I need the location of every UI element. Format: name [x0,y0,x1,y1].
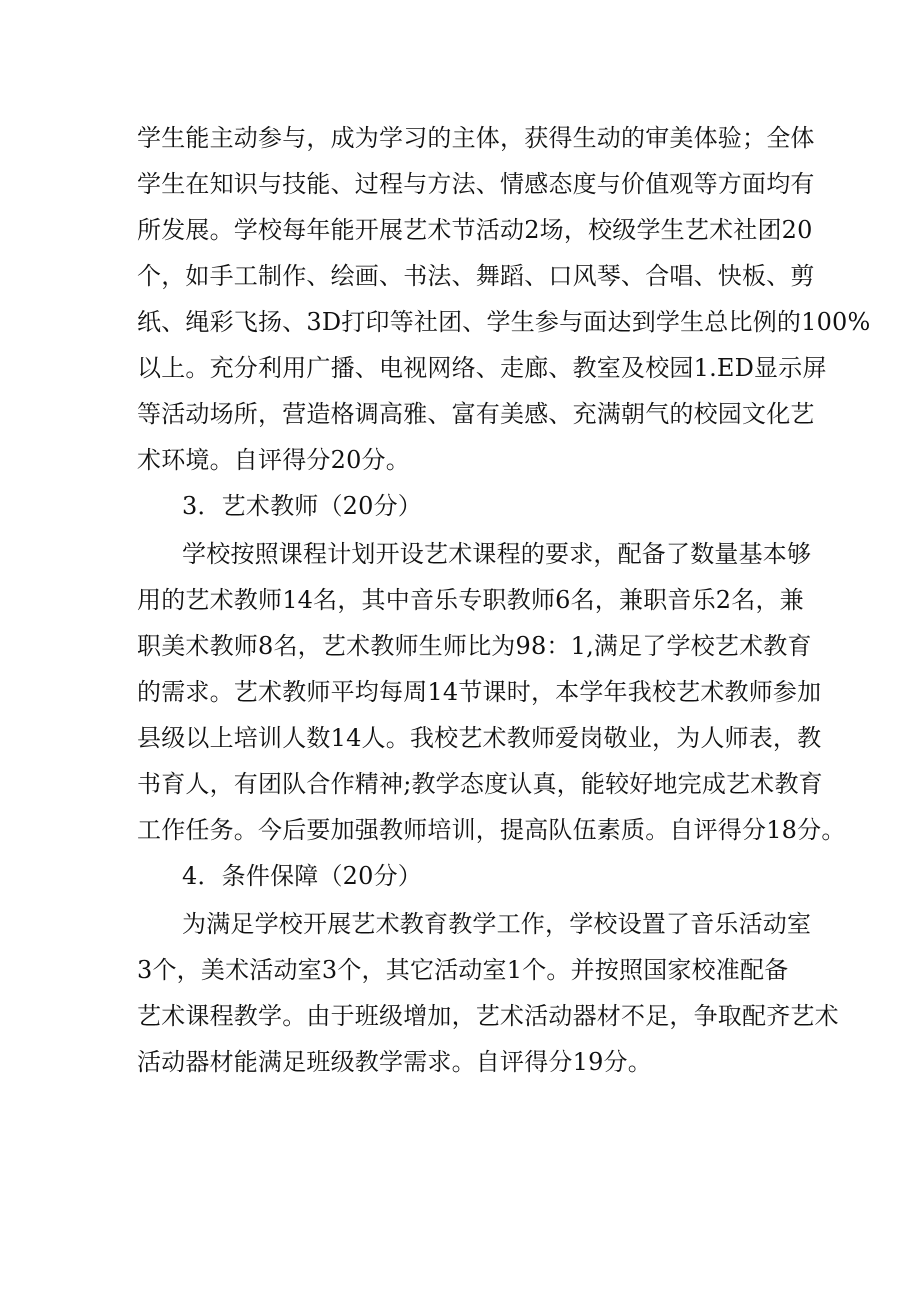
paragraph-line: 的需求。艺术教师平均每周14节课时，本学年我校艺术教师参加 [137,678,822,706]
paragraph-line: 所发展。学校每年能开展艺术节活动2场，校级学生艺术社团20 [137,216,813,244]
paragraph-line: 学生能主动参与，成为学习的主体，获得生动的审美体验；全体 [137,124,815,152]
paragraph-line: 3个，美术活动室3个，其它活动室1个。并按照国家校准配备 [137,956,789,984]
paragraph-line: 术环境。自评得分20分。 [137,446,410,474]
section-heading-art-teachers: 3．艺术教师（20分） [182,492,423,520]
paragraph-line: 书育人，有团队合作精神;教学态度认真，能较好地完成艺术教育 [137,770,823,798]
paragraph-line: 以上。充分利用广播、电视网络、走廊、教室及校园1.ED显示屏 [137,354,827,382]
section-heading-conditions: 4．条件保障（20分） [182,862,423,890]
paragraph-line: 职美术教师8名，艺术教师生师比为98：1,满足了学校艺术教育 [137,632,812,660]
paragraph-line: 艺术课程教学。由于班级增加，艺术活动器材不足，争取配齐艺术 [137,1002,839,1030]
paragraph-line: 工作任务。今后要加强教师培训，提高队伍素质。自评得分18分。 [137,816,846,844]
paragraph-line: 用的艺术教师14名，其中音乐专职教师6名，兼职音乐2名，兼 [137,586,804,614]
paragraph-line: 纸、绳彩飞扬、3D打印等社团、学生参与面达到学生总比例的100% [137,308,871,336]
paragraph-line: 为满足学校开展艺术教育教学工作，学校设置了音乐活动室 [182,910,812,938]
paragraph-line: 个，如手工制作、绘画、书法、舞蹈、口风琴、合唱、快板、剪 [137,262,815,290]
paragraph-line: 活动器材能满足班级教学需求。自评得分19分。 [137,1048,652,1076]
paragraph-line: 学生在知识与技能、过程与方法、情感态度与价值观等方面均有 [137,170,815,198]
paragraph-line: 等活动场所，营造格调高雅、富有美感、充满朝气的校园文化艺 [137,400,815,428]
paragraph-line: 学校按照课程计划开设艺术课程的要求，配备了数量基本够 [182,540,812,568]
paragraph-line: 县级以上培训人数14人。我校艺术教师爱岗敬业，为人师表，教 [137,724,822,752]
